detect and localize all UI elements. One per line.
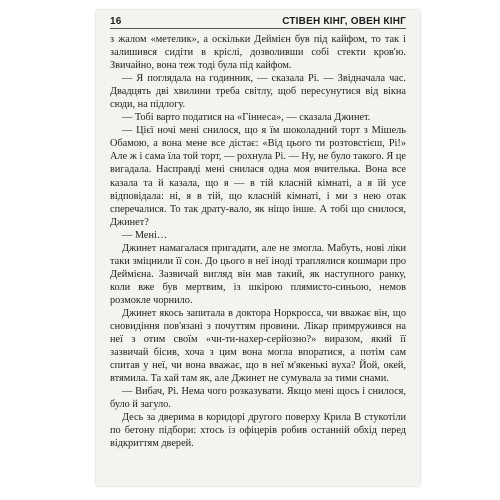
- paragraph: — Тобі варто податися на «Гіннеса», — сказала Джинет.: [122, 112, 371, 124]
- paragraph: — Мені…: [122, 229, 168, 241]
- paragraph: — Я поглядала на годинник, — сказала Рі. — Звідначала час. Двадцять дві хвилини треба світлу, щоб пересунутися від вікна сюди, на підлогу.: [110, 73, 406, 111]
- page-header: [110, 16, 406, 29]
- paragraph: Десь за дверима в коридорі другого поверху Крила В стукотіли по бетону підбори: хтось із офіцерів робив останній обхід перед відкриттям дверей.: [110, 412, 406, 450]
- page-number: 16: [110, 16, 122, 27]
- paragraph: — Цієї ночі мені снилося, що я їм шоколадний торт з Мішель Обамою, а вона мене все дістає: «Від цього ти розтовстієш, Рі!» Але ж і сама їла той торт, — рохнула Рі. — Ну, не було такого. Я це вигадала. Насправді мені снилася одна моя вчителька. Вона все казала та й казала, що я — в тій класній кімнаті, а я їй усе відповідала: ні, я в тій, що класній кімнаті, і ми з нею отак сперечалися. То так драту-вало, як ніщо інше. А тобі що снилося, Джинет?: [110, 125, 406, 228]
- paragraph: — Вибач, Рі. Нема чого розказувати. Якщо мені щось і снилося, було й загуло.: [110, 386, 406, 411]
- paragraph: з жалом «метелик», а оскільки Деймієн був під кайфом, то так і залишився сидіти в кріслі, дозволивши собі стекти кров'ю. Звичайно, вона теж тоді була під кайфом.: [110, 34, 406, 72]
- book-page: [96, 10, 420, 486]
- page-body: [110, 33, 406, 451]
- paragraph: Джинет якось запитала в доктора Норкросса, чи вважає він, що сновидіння пов'язані з почуттям провини. Лікар примружився на неї з отим своїм «чи-ти-нахер-серйозно?» виразом, який її зазвичай бісив, хоча з цим вона могла впоратися, а потім сам спитав у неї, чи вона вважає, що в неї м'якенькі вуха? Йой, окей, втямила. Та хай там як, але Джинет не сумувала за тими снами.: [110, 307, 406, 385]
- running-title: СТІВЕН КІНГ, ОВЕН КІНГ: [282, 16, 406, 27]
- paragraph: Джинет намагалася пригадати, але не змогла. Мабуть, нові ліки таки зміцнили її сон. До цього в неї іноді траплялися кошмари про Деймієна. Зазвичай вигляд він мав такий, як наступного ранку, коли вже був мертвим, із шкірою плямисто-синьою, немов розмокле чорнило.: [110, 242, 406, 306]
